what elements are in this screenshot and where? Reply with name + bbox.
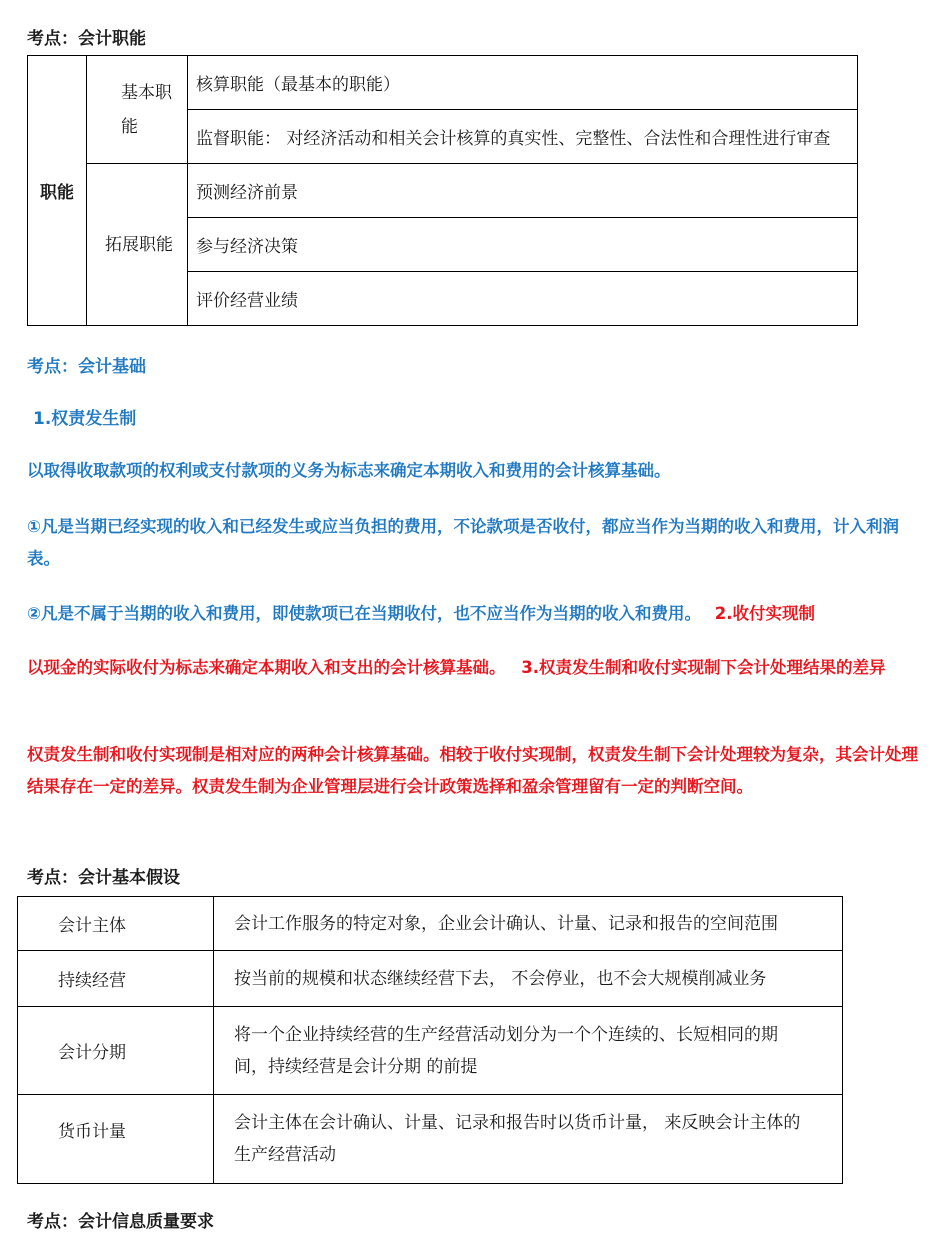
assumption-value: 按当前的规模和状态继续经营下去， 不会停业，也不会大规模削减业务 (214, 951, 843, 1007)
section-heading-accounting-basis: 考点：会计基础 (27, 357, 146, 377)
assumption-value-line: 会计主体在会计确认、计量、记录和报告时以货币计量， 来反映会计主体的 (234, 1113, 801, 1133)
assumption-key: 持续经营 (18, 951, 214, 1007)
assumption-key: 会计主体 (18, 897, 214, 951)
subheading-cash-basis: 2.收付实现制 (714, 604, 815, 623)
accounting-functions-table (27, 55, 858, 326)
assumption-key: 货币计量 (18, 1095, 214, 1184)
paragraph-cash-basis (27, 652, 927, 684)
extended-functions-label: 拓展职能 (87, 164, 188, 326)
function-item: 预测经济前景 (188, 164, 858, 218)
function-item: 评价经营业绩 (188, 272, 858, 326)
section-heading-basic-assumptions: 考点：会计基本假设 (27, 868, 180, 888)
assumption-value-line: 生产经营活动 (234, 1145, 336, 1165)
table-row (28, 164, 858, 218)
assumption-value (214, 1007, 843, 1095)
cash-basis-definition: 以现金的实际收付为标志来确定本期收入和支出的会计核算基础。 (27, 658, 506, 677)
paragraph-basis-difference: 权责发生制和收付实现制是相对应的两种会计核算基础。相较于收付实现制，权责发生制下会计处理较为复杂，其会计处理结果存在一定的差异。权责发生制为企业管理层进行会计政策选择和盈余管理留有一定的判断空间。 (27, 745, 918, 796)
paragraph-accrual-point1: ①凡是当期已经实现的收入和已经发生或应当负担的费用，不论款项是否收付，都应当作为当期的收入和费用，计入利润表。 (27, 517, 899, 568)
subheading-accrual-basis: 1.权责发生制 (33, 409, 137, 429)
function-item: 核算职能（最基本的职能） (188, 56, 858, 110)
table-row (18, 1007, 843, 1095)
table-row (28, 56, 858, 110)
table-row (18, 1095, 843, 1184)
table-row (18, 897, 843, 951)
function-item: 监督职能： 对经济活动和相关会计核算的真实性、完整性、合法性和合理性进行审查 (188, 110, 858, 164)
section-heading-info-quality: 考点：会计信息质量要求 (27, 1212, 214, 1232)
table-row (18, 951, 843, 1007)
assumption-value-line: 间，持续经营是会计分期 的前提 (234, 1056, 478, 1077)
accrual-point2-text: ②凡是不属于当期的收入和费用，即使款项已在当期收付，也不应当作为当期的收入和费用。 (27, 604, 701, 623)
assumption-value: 会计工作服务的特定对象，企业会计确认、计量、记录和报告的空间范围 (214, 897, 843, 951)
basic-assumptions-table (17, 896, 843, 1184)
assumption-value-line: 将一个企业持续经营的生产经营活动划分为一个个连续的、长短相同的期 (234, 1024, 778, 1045)
paragraph-accrual-point2 (27, 598, 937, 630)
assumption-key: 会计分期 (18, 1007, 214, 1095)
section-heading-accounting-functions: 考点：会计职能 (27, 29, 146, 49)
basic-functions-label: 基本职能 (87, 56, 188, 164)
functions-main-label: 职能 (28, 56, 87, 326)
paragraph-accrual-definition: 以取得收取款项的权利或支付款项的义务为标志来确定本期收入和费用的会计核算基础。 (27, 461, 671, 480)
assumption-value (214, 1095, 843, 1184)
subheading-basis-difference: 3.权责发生制和收付实现制下会计处理结果的差异 (521, 658, 886, 677)
function-item: 参与经济决策 (188, 218, 858, 272)
